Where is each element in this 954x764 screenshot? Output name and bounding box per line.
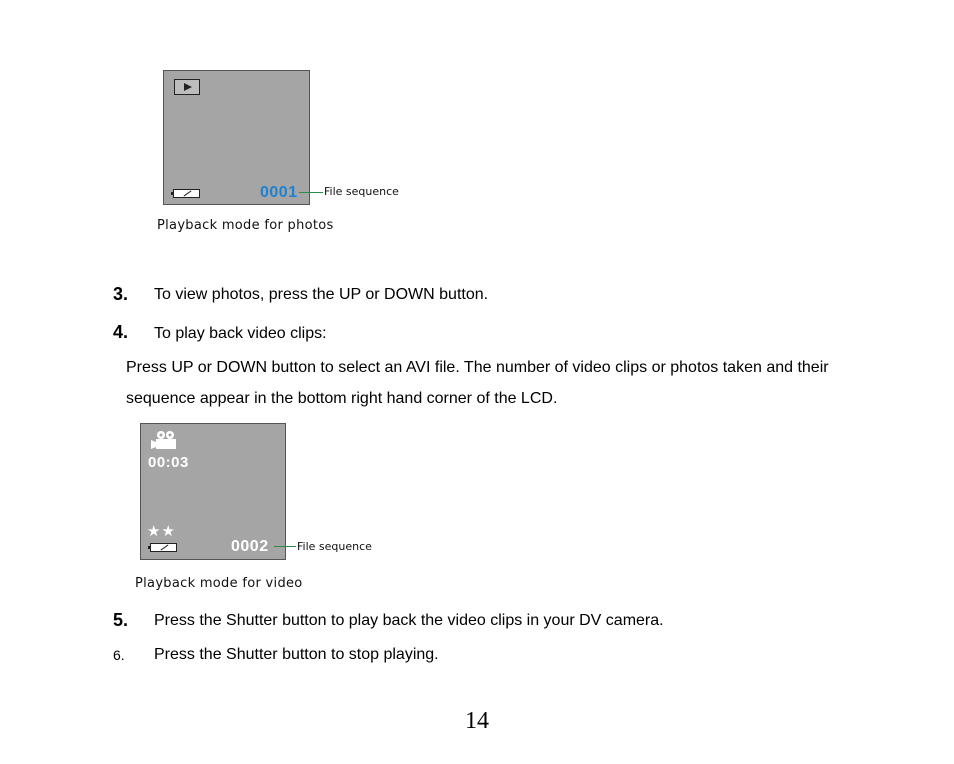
file-sequence-number: 0001 [260, 184, 298, 201]
step-number: 6. [113, 647, 125, 663]
step-text: Press the Shutter button to play back the video clips in your DV camera. [154, 612, 664, 629]
lcd-video-playback [140, 423, 286, 560]
battery-icon [173, 189, 200, 198]
page-number: 14 [465, 708, 489, 734]
step-number: 5. [113, 610, 129, 630]
file-sequence-number: 0002 [231, 538, 269, 555]
lcd-photo-playback [163, 70, 310, 205]
battery-icon [150, 543, 177, 552]
elapsed-time: 00:03 [148, 454, 189, 471]
step-number: 3. [113, 284, 129, 304]
step-text: To play back video clips: [154, 325, 327, 342]
star-rating: ★★ [147, 523, 176, 540]
figure-caption-photos: Playback mode for photos [157, 218, 334, 233]
callout-line [274, 546, 296, 547]
step-text: To view photos, press the UP or DOWN button. [154, 286, 489, 303]
paragraph-line: Press UP or DOWN button to select an AVI file. The number of video clips or photos taken and their [126, 359, 829, 376]
callout-file-sequence: File sequence [297, 540, 372, 553]
play-icon [174, 79, 200, 95]
step-number: 4. [113, 322, 129, 342]
step-text: Press the Shutter button to stop playing. [154, 646, 439, 663]
callout-line [299, 192, 323, 193]
figure-caption-video: Playback mode for video [135, 576, 303, 591]
video-camera-icon [150, 430, 178, 450]
callout-file-sequence: File sequence [324, 185, 399, 198]
paragraph-line: sequence appear in the bottom right hand corner of the LCD. [126, 390, 558, 407]
